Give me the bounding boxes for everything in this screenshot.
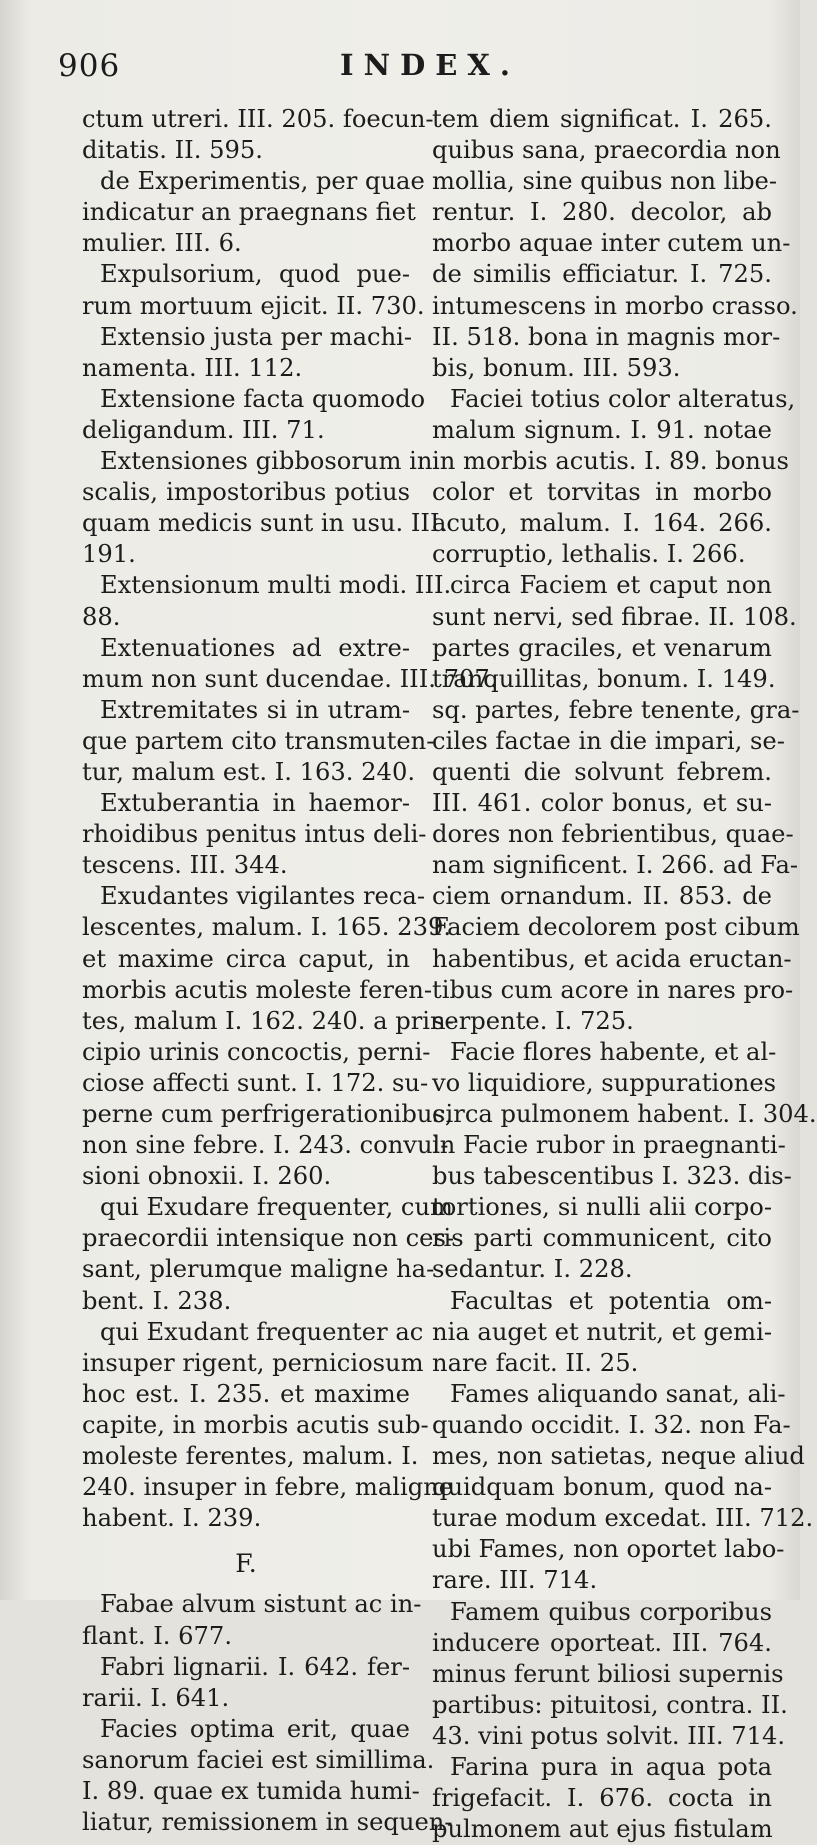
entry-line: Exudantes vigilantes reca- (100, 882, 425, 911)
entry-line: circa Faciem et caput non (450, 571, 772, 600)
right-column (432, 104, 817, 1845)
entry-line: capite, in morbis acutis sub- (82, 1410, 429, 1439)
index-entry (82, 1192, 455, 1316)
entry-line: que partem cito transmuten- (82, 726, 435, 755)
entry-line: inducere oporteat. III. 764. (432, 1628, 772, 1657)
entry-line: insuper rigent, perniciosum (82, 1348, 424, 1377)
entry-line: lescentes, malum. I. 165. 239. (82, 913, 452, 942)
entry-line: tes, malum I. 162. 240. a prin- (82, 1006, 454, 1035)
entry-line: ditatis. II. 595. (82, 136, 263, 165)
entry-line: tortiones, si nulli alii corpo- (432, 1193, 772, 1222)
entry-line: rentur. I. 280. decolor, ab (432, 198, 772, 227)
entry-line: acuto, malum. I. 164. 266. (432, 509, 772, 538)
entry-line: praecordii intensique non ces- (82, 1224, 455, 1253)
entry-line: partes graciles, et venarum (432, 633, 772, 662)
running-head: INDEX. (340, 48, 520, 82)
entry-line: scalis, impostoribus potius (82, 478, 410, 507)
entry-line: qui Exudant frequenter ac (100, 1317, 424, 1346)
entry-line: ciem ornandum. II. 853. de (432, 882, 772, 911)
index-entry (82, 104, 434, 166)
entry-line: et maxime circa caput, in (82, 944, 410, 973)
entry-line: bus tabescentibus I. 323. dis- (432, 1162, 792, 1191)
entry-line: quam medicis sunt in usu. III. (82, 509, 448, 538)
entry-line: in morbis acutis. I. 89. bonus (432, 447, 789, 476)
entry-line: sanorum faciei est simillima. (82, 1745, 435, 1774)
entry-line: Fames aliquando sanat, ali- (450, 1379, 786, 1408)
entry-line: mollia, sine quibus non libe- (432, 167, 778, 196)
entry-line: in Facie rubor in praegnanti- (432, 1131, 786, 1160)
entry-line: quenti die solvunt febrem. (432, 757, 772, 786)
entry-line: corruptio, lethalis. I. 266. (432, 540, 746, 569)
entry-line: Faciem decolorem post cibum (432, 913, 800, 942)
entry-line: rhoidibus penitus intus deli- (82, 820, 427, 849)
index-entry (82, 788, 427, 881)
index-entry (432, 1597, 788, 1752)
entry-line: tibus cum acore in nares pro- (432, 975, 794, 1004)
entry-line: 43. vini potus solvit. III. 714. (432, 1721, 786, 1750)
left-column (82, 104, 498, 1838)
entry-line: mes, non satietas, neque aliud (432, 1442, 805, 1471)
entry-line: intumescens in morbo crasso. (432, 291, 798, 320)
entry-line: Expulsorium, quod pue- (100, 260, 410, 289)
entry-line: mum non sunt ducendae. III. 707. (82, 664, 498, 693)
entry-line: sant, plerumque maligne ha- (82, 1255, 435, 1284)
index-entry (82, 1317, 454, 1535)
entry-line: ciose affecti sunt. I. 172. su- (82, 1068, 429, 1097)
entry-line: tur, malum est. I. 163. 240. (82, 757, 416, 786)
entry-line: morbo aquae inter cutem un- (432, 229, 791, 258)
entry-line: tescens. III. 344. (82, 851, 288, 880)
entry-line: Fabae alvum sistunt ac in- (100, 1590, 422, 1619)
entry-line: ris parti communicent, cito (432, 1224, 772, 1253)
entry-line: quando occidit. I. 32. non Fa- (432, 1410, 791, 1439)
entry-line: turae modum excedat. III. 712. (432, 1504, 814, 1533)
entry-line: morbis acutis moleste feren- (82, 975, 433, 1004)
entry-line: 240. insuper in febre, maligne (82, 1473, 454, 1502)
entry-line: Extenuationes ad extre- (100, 633, 410, 662)
entry-line: sedantur. I. 228. (432, 1255, 633, 1284)
entry-line: malum signum. I. 91. notae (432, 415, 772, 444)
index-entry (82, 695, 435, 788)
entry-line: Extremitates si in utram- (100, 695, 410, 724)
entry-line: Extensione facta quomodo (100, 384, 426, 413)
entry-line: sq. partes, febre tenente, gra- (432, 695, 800, 724)
entry-line: quibus sana, praecordia non (432, 136, 781, 165)
entry-line: Extensio justa per machi- (100, 322, 413, 351)
entry-line: rum mortuum ejicit. II. 730. (82, 291, 425, 320)
entry-line: de similis efficiatur. I. 725. (432, 260, 772, 289)
entry-line: nia auget et nutrit, et gemi- (432, 1317, 772, 1346)
entry-line: Farina pura in aqua pota (450, 1752, 772, 1781)
entry-line: bis, bonum. III. 593. (432, 353, 681, 382)
entry-line: frigefacit. I. 676. cocta in (432, 1784, 772, 1813)
entry-line: qui Exudare frequenter, cum (100, 1193, 453, 1222)
index-entry (82, 1589, 422, 1651)
index-entry (432, 104, 798, 384)
entry-line: Extuberantia in haemor- (100, 789, 410, 818)
entry-line: Famem quibus corporibus (450, 1597, 772, 1626)
index-entry (432, 384, 796, 571)
page-header (58, 48, 788, 98)
index-entry (82, 1652, 410, 1714)
index-entry (82, 322, 413, 384)
entry-line: sioni obnoxii. I. 260. (82, 1162, 332, 1191)
section-letter: F. (235, 1549, 257, 1579)
entry-line: circa pulmonem habent. I. 304. (432, 1100, 817, 1128)
entry-line: Faciei totius color alteratus, (450, 384, 796, 413)
entry-line: I. 89. quae ex tumida humi- (82, 1776, 420, 1805)
index-entry (82, 881, 454, 1192)
entry-line: Facie flores habente, et al- (450, 1037, 777, 1066)
entry-line: pulmonem aut ejus fistulam (432, 1815, 773, 1844)
entry-line: perne cum perfrigerationibus, (82, 1100, 453, 1128)
index-entry (432, 1037, 817, 1286)
entry-line: habent. I. 239. (82, 1504, 262, 1533)
entry-line: liatur, remissionem in sequen- (82, 1808, 453, 1837)
entry-line: deligandum. III. 71. (82, 415, 325, 444)
entry-line: rarii. I. 641. (82, 1683, 230, 1712)
entry-line: ctum utreri. III. 205. foecun- (82, 105, 434, 133)
entry-line: 191. (82, 540, 136, 569)
index-entry (82, 633, 498, 695)
entry-line: mulier. III. 6. (82, 229, 242, 258)
entry-line: II. 518. bona in magnis mor- (432, 322, 781, 351)
entry-line: Extensiones gibbosorum in (100, 447, 433, 476)
entry-line: habentibus, et acida eructan- (432, 944, 792, 973)
entry-line: rare. III. 714. (432, 1566, 598, 1595)
entry-line: color et torvitas in morbo (432, 478, 772, 507)
entry-line: indicatur an praegnans fiet (82, 198, 416, 227)
index-entry (432, 1379, 814, 1597)
entry-line: tranquillitas, bonum. I. 149. (432, 664, 776, 693)
entry-line: Extensionum multi modi. III. (100, 571, 452, 600)
index-entry (432, 1286, 772, 1379)
entry-line: III. 461. color bonus, et su- (432, 789, 772, 818)
entry-line: flant. I. 677. (82, 1621, 233, 1650)
index-entry (82, 1714, 453, 1838)
index-entry (82, 166, 425, 259)
entry-line: nare facit. II. 25. (432, 1348, 639, 1377)
entry-line: dores non febrientibus, quae- (432, 820, 794, 849)
index-entry (432, 570, 800, 1036)
entry-line: vo liquidiore, suppurationes (432, 1068, 777, 1097)
index-entry (82, 384, 426, 446)
entry-line: hoc est. I. 235. et maxime (82, 1379, 410, 1408)
index-entry (82, 259, 425, 321)
entry-line: minus ferunt biliosi supernis (432, 1659, 784, 1688)
page-number: 906 (58, 48, 121, 84)
entry-line: quidquam bonum, quod na- (432, 1473, 772, 1502)
entry-line: de Experimentis, per quae (100, 167, 425, 196)
index-entry (82, 446, 448, 570)
entry-line: cipio urinis concoctis, perni- (82, 1037, 431, 1066)
entry-line: non sine febre. I. 243. convul- (82, 1131, 449, 1160)
entry-line: partibus: pituitosi, contra. II. (432, 1690, 788, 1719)
entry-line: moleste ferentes, malum. I. (82, 1442, 419, 1471)
entry-line: nam significent. I. 266. ad Fa- (432, 851, 799, 880)
entry-line: tem diem significat. I. 265. (432, 105, 772, 133)
index-entry (82, 570, 452, 632)
entry-line: ciles factae in die impari, se- (432, 726, 785, 755)
entry-line: bent. I. 238. (82, 1286, 232, 1315)
entry-line: Fabri lignarii. I. 642. fer- (100, 1652, 410, 1681)
entry-line: serpente. I. 725. (432, 1006, 634, 1035)
entry-line: sunt nervi, sed fibrae. II. 108. (432, 602, 797, 631)
entry-line: Facies optima erit, quae (100, 1714, 410, 1743)
entry-line: 88. (82, 602, 121, 631)
index-entry (432, 1752, 772, 1845)
entry-line: ubi Fames, non oportet labo- (432, 1535, 785, 1564)
entry-line: Facultas et potentia om- (450, 1286, 772, 1315)
entry-line: namenta. III. 112. (82, 353, 303, 382)
